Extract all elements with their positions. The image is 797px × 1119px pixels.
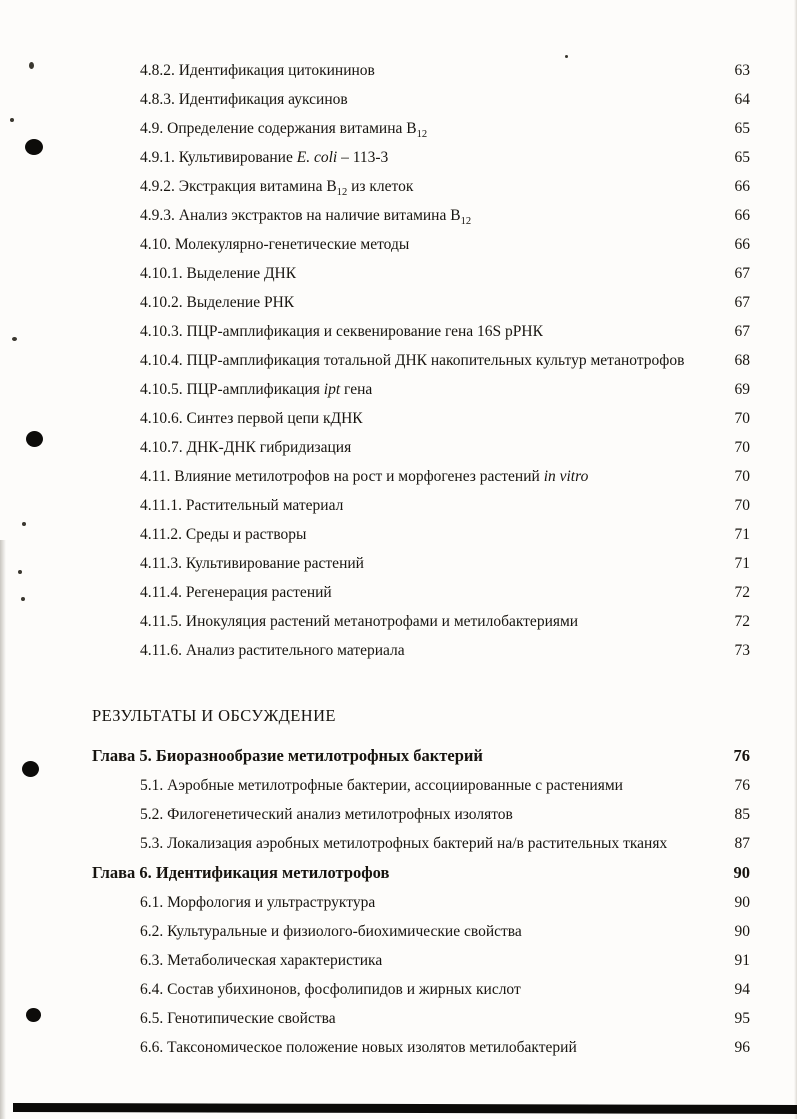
toc-entry-title-text: 4.9.2. Экстракция витамина B <box>140 178 337 195</box>
toc-entry-title-text: 4.8.2. Идентификация цитокининов <box>140 62 375 79</box>
toc-entry-page-number: 70 <box>734 497 750 514</box>
toc-entry-page-number: 91 <box>734 952 750 969</box>
toc-entry-title-text: 4.11. Влияние метилотрофов на рост и морфогенез растений <box>140 468 544 485</box>
toc-entry-title <box>140 346 684 375</box>
toc-entry-title-subscript: 12 <box>416 129 428 141</box>
toc-entry-title <box>140 636 405 665</box>
scan-speck <box>22 522 26 526</box>
toc-entry-title-text: 4.11.2. Среды и растворы <box>140 526 307 543</box>
section-heading <box>92 701 750 731</box>
toc-entry-title-text: 4.10.6. Синтез первой цепи кДНК <box>140 410 363 427</box>
toc-entry-title-text: 4.11.3. Культивирование растений <box>140 555 364 572</box>
toc-entry-page-number: 87 <box>734 835 750 852</box>
toc-entry <box>92 549 750 578</box>
toc-entry-title <box>140 549 364 578</box>
toc-entry-title-text: 4.10.1. Выделение ДНК <box>140 265 297 282</box>
scan-speck <box>12 337 17 341</box>
toc-entry-page-number: 70 <box>734 439 750 456</box>
toc-entry-title <box>140 143 388 172</box>
toc-entry <box>92 114 750 143</box>
toc-entry-title <box>140 172 413 201</box>
toc-entry-title-italic: in vitro <box>543 468 589 485</box>
toc-entry <box>92 1033 750 1062</box>
toc-entry-title-text: 4.11.6. Анализ растительного материала <box>140 642 405 659</box>
toc-entry-page-number: 67 <box>734 323 750 340</box>
scan-edge-bottom <box>13 1103 797 1114</box>
toc-entry <box>92 975 750 1004</box>
toc-entry-page-number: 66 <box>734 236 750 253</box>
toc-entry-title-text: 4.9.3. Анализ экстрактов на наличие витамина B <box>140 207 461 224</box>
toc-entry-page-number: 65 <box>734 149 750 166</box>
toc-entry-title-text: из клеток <box>347 178 414 195</box>
toc-entry-title <box>140 946 382 975</box>
toc-entry <box>92 917 750 946</box>
toc-entry <box>92 462 750 491</box>
toc-entry-title-text: 4.8.3. Идентификация ауксинов <box>140 91 348 108</box>
toc-entry-title-text: 6.4. Состав убихинонов, фосфолипидов и жирных кислот <box>140 981 521 998</box>
toc-entry-title-text: 6.1. Морфология и ультраструктура <box>140 894 376 911</box>
toc-entry-title-text: Глава 5. Биоразнообразие метилотрофных бактерий <box>92 746 483 765</box>
toc-entry-title-text: 4.10.7. ДНК-ДНК гибридизация <box>140 439 352 456</box>
toc-entry-title <box>140 888 375 917</box>
scan-speck <box>29 62 34 69</box>
toc-entry <box>92 317 750 346</box>
toc-entry-page-number: 65 <box>734 120 750 137</box>
toc-entry-title <box>140 578 332 607</box>
toc-entry-title <box>140 56 375 85</box>
toc-entry-title <box>140 829 667 858</box>
toc-entry-title <box>92 858 389 888</box>
toc-entry-title <box>140 85 348 114</box>
toc-entry-page-number: 66 <box>734 178 750 195</box>
toc-entry <box>92 375 750 404</box>
toc-entry-title-text: гена <box>340 381 373 398</box>
toc-entry-title <box>140 433 351 462</box>
toc-entry-title-text: 4.9. Определение содержания витамина B <box>140 120 417 137</box>
toc-entry-title-text: 4.10.4. ПЦР-амплификация тотальной ДНК накопительных культур метанотрофов <box>140 352 685 369</box>
toc-entry-title-text: 6.2. Культуральные и физиолого-биохимические свойства <box>140 923 522 940</box>
toc-entry <box>92 346 750 375</box>
toc-entry-title-text: 6.5. Генотипические свойства <box>140 1010 336 1027</box>
toc-entry-title-text: 4.11.4. Регенерация растений <box>140 584 332 601</box>
toc-entry-title-text: РЕЗУЛЬТАТЫ И ОБСУЖДЕНИЕ <box>92 706 336 725</box>
toc-entry-title <box>140 1004 336 1033</box>
toc-entry-title <box>140 230 409 259</box>
toc-entry-title <box>140 201 471 230</box>
toc-entry-title <box>140 375 372 404</box>
table-of-contents <box>92 56 750 1062</box>
toc-entry-page-number: 66 <box>734 207 750 224</box>
toc-entry-title-text: Глава 6. Идентификация метилотрофов <box>92 863 390 882</box>
toc-entry-title-italic: E. coli <box>296 149 338 166</box>
toc-entry <box>92 741 750 771</box>
toc-entry <box>92 143 750 172</box>
toc-entry-page-number: 76 <box>733 746 750 765</box>
toc-entry-title <box>140 114 427 143</box>
toc-entry-title-italic: ipt <box>323 381 341 398</box>
toc-entry-title-text: 4.10.2. Выделение РНК <box>140 294 295 311</box>
hole-punch-dot <box>25 139 43 155</box>
toc-entry-title-text: 4.11.5. Инокуляция растений метанотрофами и метилобактериями <box>140 613 579 630</box>
toc-entry-title <box>140 491 343 520</box>
toc-entry-title <box>140 771 623 800</box>
toc-entry-title-text: 6.3. Метаболическая характеристика <box>140 952 383 969</box>
toc-entry-page-number: 69 <box>734 381 750 398</box>
toc-entry-title-text: 4.10.3. ПЦР-амплификация и секвенирование гена 16S рРНК <box>140 323 543 340</box>
toc-entry-title-text: 4.10. Молекулярно-генетические методы <box>140 236 410 253</box>
toc-entry-page-number: 71 <box>734 555 750 572</box>
toc-entry <box>92 636 750 665</box>
toc-entry <box>92 172 750 201</box>
toc-entry-page-number: 63 <box>734 62 750 79</box>
toc-entry <box>92 230 750 259</box>
toc-entry-page-number: 76 <box>734 777 750 794</box>
toc-entry-title-text: – 113-3 <box>337 149 389 166</box>
toc-entry-title-subscript: 12 <box>460 216 472 228</box>
toc-entry-page-number: 72 <box>734 584 750 601</box>
toc-entry <box>92 433 750 462</box>
toc-entry-title-text: 4.9.1. Культивирование <box>140 149 297 166</box>
toc-entry <box>92 1004 750 1033</box>
hole-punch-dot <box>26 431 43 447</box>
toc-entry-page-number: 94 <box>734 981 750 998</box>
toc-entry <box>92 259 750 288</box>
toc-entry-title-text: 4.10.5. ПЦР-амплификация <box>140 381 324 398</box>
toc-entry-page-number: 90 <box>733 863 750 882</box>
toc-entry <box>92 201 750 230</box>
toc-entry-page-number: 64 <box>734 91 750 108</box>
toc-entry-title <box>140 317 543 346</box>
toc-entry-title <box>92 741 483 771</box>
toc-entry <box>92 404 750 433</box>
toc-entry <box>92 56 750 85</box>
toc-entry <box>92 288 750 317</box>
toc-entry-title <box>140 607 578 636</box>
toc-entry-title-text: 5.3. Локализация аэробных метилотрофных бактерий на/в растительных тканях <box>140 835 668 852</box>
toc-entry-title <box>140 462 588 491</box>
toc-entry-title-subscript: 12 <box>336 187 348 199</box>
toc-entry-page-number: 68 <box>734 352 750 369</box>
toc-entry-page-number: 70 <box>734 468 750 485</box>
toc-entry-title-text: 6.6. Таксономическое положение новых изолятов метилобактерий <box>140 1039 577 1056</box>
toc-entry <box>92 520 750 549</box>
toc-entry-page-number: 67 <box>734 294 750 311</box>
toc-entry <box>92 858 750 888</box>
toc-entry <box>92 888 750 917</box>
toc-entry-title <box>140 259 296 288</box>
toc-entry-page-number: 67 <box>734 265 750 282</box>
toc-entry <box>92 491 750 520</box>
toc-entry <box>92 800 750 829</box>
scan-edge-left <box>0 540 6 1119</box>
toc-entry-title <box>140 1033 577 1062</box>
toc-entry-title-text: 5.2. Филогенетический анализ метилотрофных изолятов <box>140 806 513 823</box>
toc-entry-page-number: 85 <box>734 806 750 823</box>
scan-speck <box>10 118 14 122</box>
toc-entry-page-number: 70 <box>734 410 750 427</box>
toc-entry-page-number: 90 <box>734 923 750 940</box>
scan-speck <box>565 55 568 58</box>
toc-entry-title <box>140 975 521 1004</box>
scan-speck <box>18 570 22 574</box>
toc-entry <box>92 771 750 800</box>
toc-entry-page-number: 72 <box>734 613 750 630</box>
toc-entry-page-number: 96 <box>734 1039 750 1056</box>
toc-entry-title <box>140 404 363 433</box>
toc-entry-page-number: 90 <box>734 894 750 911</box>
hole-punch-dot <box>22 761 39 777</box>
toc-entry <box>92 607 750 636</box>
toc-entry-title-text: 4.11.1. Растительный материал <box>140 497 344 514</box>
toc-entry-title <box>140 520 306 549</box>
toc-entry-title <box>140 288 294 317</box>
toc-entry-page-number: 73 <box>734 642 750 659</box>
toc-entry <box>92 578 750 607</box>
toc-entry <box>92 829 750 858</box>
toc-entry-title-text: 5.1. Аэробные метилотрофные бактерии, ассоциированные с растениями <box>140 777 623 794</box>
toc-entry <box>92 946 750 975</box>
hole-punch-dot <box>26 1008 41 1022</box>
toc-entry-page-number: 71 <box>734 526 750 543</box>
toc-entry-title <box>92 701 336 731</box>
toc-entry <box>92 85 750 114</box>
toc-entry-title <box>140 800 513 829</box>
scan-speck <box>21 597 25 601</box>
toc-entry-page-number: 95 <box>734 1010 750 1027</box>
toc-entry-title <box>140 917 522 946</box>
